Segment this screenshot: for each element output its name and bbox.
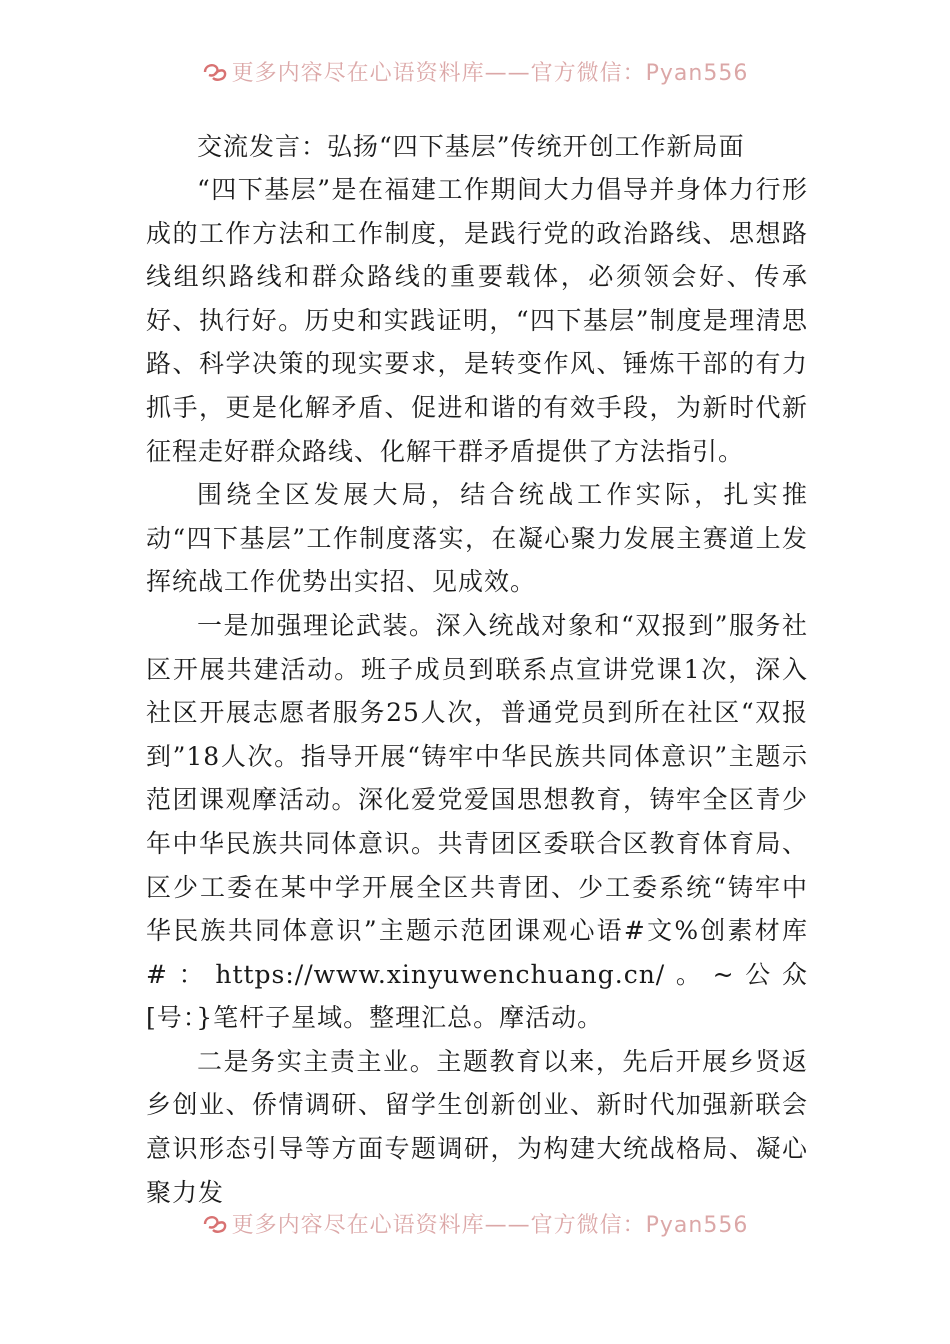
- paragraph: 一是加强理论武装。深入统战对象和“双报到”服务社区开展共建活动。班子成员到联系点宣讲党课1次，深入社区开展志愿者服务25人次，普通党员到所在社区“双报到”18人次。指导开展“铸牢中华民族共同体意识”主题示范团课观摩活动。深化爱党爱国思想教育，铸牢全区青少年中华民族共同体意识。共青团区委联合区教育体育局、区少工委在某中学开展全区共青团、少工委系统“铸牢中华民族共同体意识”主题示范团课观心语#文%创素材库#：https://www.xinyuwenchuang.cn/。~公众[号：}笔杆子星域。整理汇总。摩活动。: [146, 610, 808, 1033]
- footer-watermark: [0, 1208, 950, 1240]
- paragraph: “四下基层”是在福建工作期间大力倡导并身体力行形成的工作方法和工作制度，是践行党的政治路线、思想路线组织路线和群众路线的重要载体，必须领会好、传承好、执行好。历史和实践证明，“四下基层”制度是理清思路、科学决策的现实要求，是转变作风、锤炼干部的有力抓手，更是化解矛盾、促进和谐的有效手段，为新时代新征程走好群众路线、化解干群矛盾提供了方法指引。: [146, 175, 808, 466]
- document-body: [146, 126, 808, 1214]
- document-title: 交流发言：弘扬“四下基层”传统开创工作新局面: [197, 132, 745, 161]
- header-watermark: [0, 56, 950, 88]
- watermark-logo-icon: [202, 60, 228, 88]
- watermark-logo-icon: [202, 1212, 228, 1240]
- watermark-text: 更多内容尽在心语资料库——官方微信：Pyan556: [231, 1213, 749, 1238]
- paragraph: 围绕全区发展大局，结合统战工作实际，扎实推动“四下基层”工作制度落实，在凝心聚力发展主赛道上发挥统战工作优势出实招、见成效。: [146, 480, 808, 597]
- paragraph: 二是务实主责主业。主题教育以来，先后开展乡贤返乡创业、侨情调研、留学生创新创业、新时代加强新联会意识形态引导等方面专题调研，为构建大统战格局、凝心聚力发: [146, 1046, 808, 1207]
- watermark-text: 更多内容尽在心语资料库——官方微信：Pyan556: [231, 61, 749, 86]
